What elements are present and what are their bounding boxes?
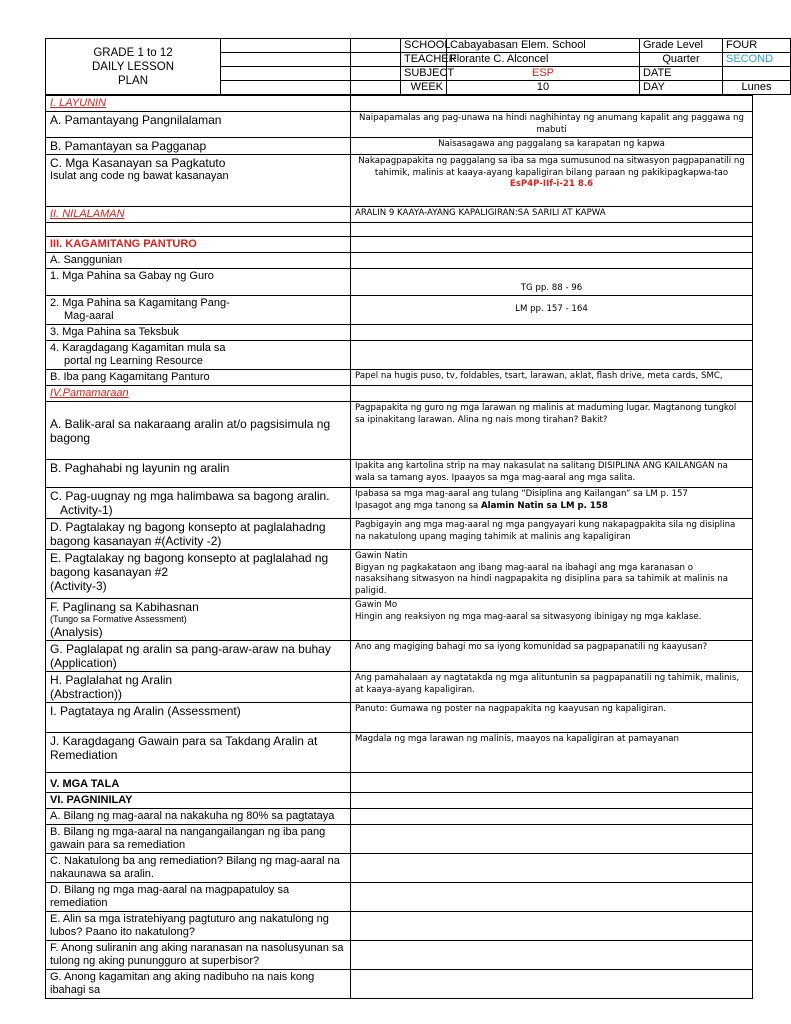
section-pagninilay: VI. PAGNINILAY [46, 793, 351, 809]
value-pagtataya: Panuto: Gumawa ng poster na nagpapakita ng kaayusan ng kapaligiran. [351, 703, 753, 733]
label-pagtataya: I. Pagtataya ng Aralin (Assessment) [46, 703, 351, 733]
subject-value: ESP [447, 67, 640, 81]
reflection-a: A. Bilang ng mag-aaral na nakakuha ng 80% sa pagtataya [46, 809, 351, 825]
subject-label: SUBJECT [401, 67, 447, 81]
reflection-e: E. Alin sa mga istratehiyang pagtuturo ang nakatulong ng lubos? Paano ito nakatulong? [46, 912, 351, 941]
label-pag-uugnay: C. Pag-uugnay ng mga halimbawa sa bagong aralin. Activity-1) [46, 488, 351, 519]
label-pagtalakay-2: E. Pagtalakay ng bagong konsepto at paglalahad ng bagong kasanayan #2 (Activity-3) [46, 550, 351, 599]
quarter-value: SECOND [723, 53, 791, 67]
section-mga-tala: V. MGA TALA [46, 773, 351, 793]
label-sanggunian: A. Sanggunian [46, 253, 351, 269]
reflection-f: F. Anong suliranin ang aking naranasan na nasolusyunan sa tulong ng aking punungguro at superbisor? [46, 941, 351, 970]
label-kagamitang-pang-mag-aaral: 2. Mga Pahina sa Kagamitang Pang- Mag-aaral [46, 296, 351, 325]
label-pamantayang-pangnilalaman: A. Pamantayang Pangnilalaman [46, 112, 351, 138]
value-gabay-ng-guro: TG pp. 88 - 96 [351, 269, 753, 296]
value-karagdagang-gawain: Magdala ng mga larawan ng malinis, maayos na kapaligiran at pamayanan [351, 733, 753, 773]
label-iba-pang-kagamitan: B. Iba pang Kagamitang Panturo [46, 370, 351, 386]
date-label: DATE [640, 67, 723, 81]
plan-title: GRADE 1 to 12 DAILY LESSON PLAN [46, 39, 221, 95]
grade-level-value: FOUR [723, 39, 791, 53]
day-value: Lunes [723, 81, 791, 95]
label-pamantayan-sa-pagganap: B. Pamantayan sa Pagganap [46, 138, 351, 155]
teacher-value: Florante C. Alconcel [447, 53, 640, 67]
kasanayan-code: EsP4P-IIf-i-21 8.6 [509, 179, 594, 189]
date-value [723, 67, 791, 81]
week-value: 10 [447, 81, 640, 95]
school-value: Cabayabasan Elem. School [447, 39, 640, 53]
value-pagtalakay-2: Gawin Natin Bigyan ng pagkakataon ang ibang mag-aaral na ibahagi ang mga karanasan o nasaksihang sitwasyon na hindi nagpapakita ng disiplina para sa tahimik at malinis na paligid. [351, 550, 753, 599]
reflection-b: B. Bilang ng mga-aaral na nangangailangan ng iba pang gawain para sa remediation [46, 825, 351, 854]
reflection-g: G. Anong kagamitan ang aking nadibuho na nais kong ibahagi sa [46, 970, 351, 999]
label-karagdagang-gawain: J. Karagdagang Gawain para sa Takdang Aralin at Remediation [46, 733, 351, 773]
section-kagamitang-panturo: III. KAGAMITANG PANTURO [46, 237, 351, 253]
week-label: WEEK [401, 81, 447, 95]
value-mga-kasanayan: Nakapagpapakita ng paggalang sa iba sa mga sumusunod na sitwasyon pagpapanatili ng tahimik, malinis at kaaya-ayang kapaligiran bilang paraan ng pakikipagkapwa-tao EsP4P-IIf-i-21 8.6 [351, 155, 753, 207]
label-gabay-ng-guro: 1. Mga Pahina sa Gabay ng Guro [46, 269, 351, 296]
label-paglalahat: H. Paglalahat ng Aralin (Abstraction)) [46, 672, 351, 703]
value-paglalapat: Ano ang magiging bahagi mo sa iyong komunidad sa pagpapanatili ng kaayusan? [351, 641, 753, 672]
school-label: SCHOOL [401, 39, 447, 53]
day-label: DAY [640, 81, 723, 95]
value-kagamitang-pang-mag-aaral: LM pp. 157 - 164 [351, 296, 753, 325]
label-pagtalakay-1: D. Pagtalakay ng bagong konsepto at paglalahadng bagong kasanayan #(Activity -2) [46, 519, 351, 550]
value-balik-aral: Pagpapakita ng guro ng mga larawan ng malinis at maduming lugar. Magtanong tungkol sa ipinakitang larawan. Alina ng nais mong tirahan? Bakit? [351, 402, 753, 460]
value-paghahabi: Ipakita ang kartolina strip na may nakasulat na salitang DISIPLINA ANG KAILANGAN na wala sa tamang ayos. Ipaayos sa mga mag-aaral ang mga salita. [351, 460, 753, 488]
value-paglinang: Gawin Mo Hingin ang reaksiyon ng mga mag-aaral sa sitwasyong ibinigay ng mga kaklase. [351, 599, 753, 641]
value-nilalaman: ARALIN 9 KAAYA-AYANG KAPALIGIRAN:SA SARILI AT KAPWA [351, 207, 753, 223]
daily-lesson-plan [45, 38, 774, 999]
label-learning-resource: 4. Karagdagang Kagamitan mula sa portal ng Learning Resource [46, 341, 351, 370]
label-teksbuk: 3. Mga Pahina sa Teksbuk [46, 325, 351, 341]
section-layunin: I. LAYUNIN [46, 96, 351, 112]
reflection-d: D. Bilang ng mga mag-aaral na magpapatuloy sa remediation [46, 883, 351, 912]
value-paglalahat: Ang pamahalaan ay nagtatakda ng mga alituntunin sa pagpapanatili ng tahimik, malinis, at kaaya-ayang kapaligiran. [351, 672, 753, 703]
value-pagtalakay-1: Pagbigayin ang mga mag-aaral ng mga pangyayari kung nakapagpakita sila ng disiplina na nakatulong upang maging tahimik at malinis ang kapaligiran [351, 519, 753, 550]
value-iba-pang-kagamitan: Papel na hugis puso, tv, foldables, tsart, larawan, aklat, flash drive, meta cards, SMC, [351, 370, 753, 386]
grade-level-label: Grade Level [640, 39, 723, 53]
quarter-label: Quarter [640, 53, 723, 67]
section-nilalaman: II. NILALAMAN [46, 207, 351, 223]
teacher-label: TEACHER [401, 53, 447, 67]
label-paglalapat: G. Paglalapat ng aralin sa pang-araw-araw na buhay (Application) [46, 641, 351, 672]
label-paglinang: F. Paglinang sa Kabihasnan (Tungo sa Formative Assessment) (Analysis) [46, 599, 351, 641]
value-pag-uugnay: Ipabasa sa mga mag-aaral ang tulang “Disiplina ang Kailangan” sa LM p. 157 Ipasagot ang mga tanong sa Alamin Natin sa LM p. 158 [351, 488, 753, 519]
value-pamantayang-pangnilalaman: Naipapamalas ang pag-unawa na hindi naghihintay ng anumang kapalit ang paggawa ng mabuti [351, 112, 753, 138]
value-pamantayan-sa-pagganap: Naisasagawa ang paggalang sa karapatan ng kapwa [351, 138, 753, 155]
label-balik-aral: A. Balik-aral sa nakaraang aralin at/o pagsisimula ng bagong [46, 402, 351, 460]
label-mga-kasanayan: C. Mga Kasanayan sa Pagkatuto Isulat ang code ng bawat kasanayan [46, 155, 351, 207]
reflection-c: C. Nakatulong ba ang remediation? Bilang ng mag-aaral na nakaunawa sa aralin. [46, 854, 351, 883]
header-table [45, 38, 791, 95]
section-pamamaraan: IV.Pamamaraan [46, 386, 351, 402]
lesson-table [45, 95, 753, 999]
label-paghahabi: B. Paghahabi ng layunin ng aralin [46, 460, 351, 488]
